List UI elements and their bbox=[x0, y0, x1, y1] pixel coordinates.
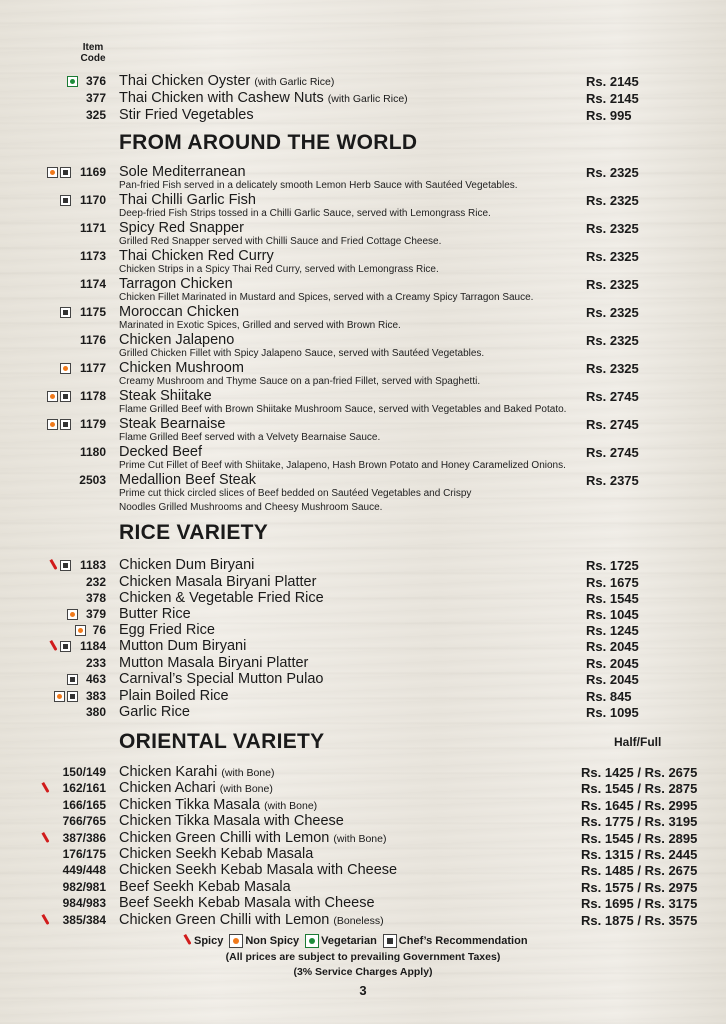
item-price: Rs. 1575 / Rs. 2975 bbox=[581, 880, 698, 895]
chef-recommendation-icon bbox=[60, 641, 71, 652]
item-code: 232 bbox=[85, 575, 106, 589]
item-name-text: Sole Mediterranean bbox=[119, 164, 246, 180]
item-note: (with Bone) bbox=[264, 800, 318, 812]
item-price: Rs. 2325 bbox=[586, 193, 639, 208]
item-price: Rs. 2325 bbox=[586, 277, 639, 292]
menu-item bbox=[0, 780, 726, 798]
item-name-text: Chicken Karahi bbox=[119, 764, 218, 780]
item-code: 766/765 bbox=[62, 814, 106, 828]
item-name bbox=[119, 590, 324, 607]
item-name-text: Tarragon Chicken bbox=[119, 276, 233, 292]
item-description: Grilled Chicken Fillet with Spicy Jalapeno Sauce, served with Sautéed Vegetables. bbox=[119, 348, 485, 359]
item-name-text: Chicken Achari bbox=[119, 780, 216, 796]
item-price: Rs. 1485 / Rs. 2675 bbox=[581, 863, 698, 878]
chef-recommendation-icon bbox=[67, 674, 78, 685]
item-code: 376 bbox=[85, 74, 106, 88]
item-name-text: Moroccan Chicken bbox=[119, 304, 240, 320]
item-name bbox=[119, 813, 344, 830]
item-price: Rs. 1775 / Rs. 3195 bbox=[581, 814, 698, 829]
item-name bbox=[119, 780, 273, 798]
section-title: ORIENTAL VARIETY bbox=[119, 730, 325, 753]
item-code: 1175 bbox=[79, 305, 106, 319]
item-code: 379 bbox=[85, 607, 106, 621]
item-icons bbox=[42, 915, 50, 926]
item-price: Rs. 2325 bbox=[586, 221, 639, 236]
item-description: Chicken Strips in a Spicy Thai Red Curry, served with Lemongrass Rice. bbox=[119, 264, 439, 275]
item-name bbox=[119, 895, 375, 912]
non-spicy-icon bbox=[75, 625, 86, 636]
item-code-header-line-1: Item bbox=[82, 42, 104, 53]
item-name-text: Thai Chicken Oyster bbox=[119, 73, 251, 89]
tax-note: (All prices are subject to prevailing Government Taxes) bbox=[225, 951, 501, 963]
item-name-text: Chicken Green Chilli with Lemon bbox=[119, 830, 330, 846]
item-note: (with Garlic Rice) bbox=[327, 93, 408, 105]
menu-item bbox=[0, 472, 726, 513]
item-icons bbox=[60, 195, 71, 206]
item-code: 383 bbox=[85, 689, 106, 703]
menu-item bbox=[0, 360, 726, 387]
item-price: Rs. 995 bbox=[586, 108, 632, 123]
item-name-text: Chicken Tikka Masala with Cheese bbox=[119, 813, 344, 829]
non-spicy-icon bbox=[67, 609, 78, 620]
item-code: 463 bbox=[85, 672, 106, 686]
item-description: Flame Grilled Beef served with a Velvety Bearnaise Sauce. bbox=[119, 432, 381, 443]
item-description: Grilled Red Snapper served with Chilli Sauce and Fried Cottage Cheese. bbox=[119, 236, 442, 247]
service-charge-note: (3% Service Charges Apply) bbox=[293, 966, 433, 978]
item-price: Rs. 2045 bbox=[586, 639, 639, 654]
item-name bbox=[119, 862, 397, 879]
item-code: 233 bbox=[85, 656, 106, 670]
item-price: Rs. 2745 bbox=[586, 417, 639, 432]
item-price: Rs. 1045 bbox=[586, 607, 639, 622]
item-description: Chicken Fillet Marinated in Mustard and Spices, served with a Creamy Spicy Tarragon Sauce. bbox=[119, 292, 534, 303]
menu-item bbox=[0, 220, 726, 247]
item-name-text: Carnival’s Special Mutton Pulao bbox=[119, 671, 324, 687]
item-icons bbox=[54, 691, 78, 702]
item-code: 166/165 bbox=[62, 798, 106, 812]
item-code: 1170 bbox=[79, 193, 106, 207]
item-price: Rs. 1875 / Rs. 3575 bbox=[581, 913, 698, 928]
item-name-text: Chicken Seekh Kebab Masala bbox=[119, 846, 314, 862]
item-name bbox=[119, 655, 308, 672]
menu-item bbox=[0, 164, 726, 191]
item-code: 377 bbox=[85, 91, 106, 105]
section-title: FROM AROUND THE WORLD bbox=[119, 131, 418, 154]
item-code: 76 bbox=[92, 623, 106, 637]
item-code: 385/384 bbox=[62, 913, 106, 927]
chef-recommendation-icon bbox=[67, 691, 78, 702]
item-name-text: Chicken Tikka Masala bbox=[119, 797, 261, 813]
item-code: 380 bbox=[85, 705, 106, 719]
item-name bbox=[119, 90, 408, 108]
chef-recommendation-icon bbox=[60, 391, 71, 402]
non-spicy-icon bbox=[60, 363, 71, 374]
menu-item bbox=[0, 813, 726, 831]
menu-item bbox=[0, 332, 726, 359]
vegetarian-icon bbox=[67, 76, 78, 87]
item-name-text: Mutton Masala Biryani Platter bbox=[119, 655, 309, 671]
chilli-icon bbox=[184, 934, 192, 947]
item-price: Rs. 1695 / Rs. 3175 bbox=[581, 896, 698, 911]
item-code: 1176 bbox=[79, 333, 106, 347]
non-spicy-icon bbox=[229, 934, 243, 948]
item-name bbox=[119, 638, 246, 655]
item-code: 176/175 bbox=[62, 847, 106, 861]
item-price: Rs. 2745 bbox=[586, 445, 639, 460]
menu-item bbox=[0, 444, 726, 471]
menu-item bbox=[0, 192, 726, 219]
item-name-text: Stir Fried Vegetables bbox=[119, 107, 254, 123]
item-name-text: Thai Chicken with Cashew Nuts bbox=[119, 90, 324, 106]
item-name-text: Beef Seekh Kebab Masala with Cheese bbox=[119, 895, 375, 911]
item-code: 1173 bbox=[79, 249, 106, 263]
item-price: Rs. 2045 bbox=[586, 672, 639, 687]
section-title: RICE VARIETY bbox=[119, 521, 269, 544]
item-name bbox=[119, 912, 384, 930]
item-price: Rs. 1675 bbox=[586, 575, 639, 590]
item-name bbox=[119, 704, 190, 721]
item-description: Creamy Mushroom and Thyme Sauce on a pan-fried Fillet, served with Spaghetti. bbox=[119, 376, 481, 387]
item-name bbox=[119, 557, 254, 574]
item-name-text: Thai Chilli Garlic Fish bbox=[119, 192, 256, 208]
legend-spicy-label: Spicy bbox=[194, 935, 224, 947]
item-description: Deep-fried Fish Strips tossed in a Chilli Garlic Sauce, served with Lemongrass Rice. bbox=[119, 208, 491, 219]
item-code: 150/149 bbox=[62, 765, 106, 779]
item-price: Rs. 2325 bbox=[586, 249, 639, 264]
item-name bbox=[119, 879, 291, 896]
item-description: Noodles Grilled Mushrooms and Cheesy Mushroom Sauce. bbox=[119, 502, 383, 513]
item-price: Rs. 1725 bbox=[586, 558, 639, 573]
item-code: 1174 bbox=[79, 277, 106, 291]
menu-item bbox=[0, 638, 726, 656]
item-name-text: Mutton Dum Biryani bbox=[119, 638, 247, 654]
legend bbox=[184, 934, 534, 948]
menu-item bbox=[0, 304, 726, 331]
item-code: 1171 bbox=[79, 221, 106, 235]
chilli-icon bbox=[42, 914, 50, 927]
item-description: Pan-fried Fish served in a delicately smooth Lemon Herb Sauce with Sautéed Vegetables. bbox=[119, 180, 518, 191]
item-price: Rs. 2145 bbox=[586, 91, 639, 106]
item-code: 982/981 bbox=[62, 880, 106, 894]
item-icons bbox=[67, 76, 78, 87]
menu-item bbox=[0, 107, 726, 125]
item-price: Rs. 2325 bbox=[586, 333, 639, 348]
price-column-header: Half/Full bbox=[614, 735, 662, 749]
item-name bbox=[119, 846, 313, 863]
item-icons bbox=[42, 783, 50, 794]
item-description: Flame Grilled Beef with Brown Shiitake Mushroom Sauce, served with Vegetables and Baked Potato. bbox=[119, 404, 567, 415]
item-code: 449/448 bbox=[62, 863, 106, 877]
item-price: Rs. 2325 bbox=[586, 165, 639, 180]
menu-item bbox=[0, 248, 726, 275]
item-price: Rs. 1545 / Rs. 2875 bbox=[581, 781, 698, 796]
menu-item bbox=[0, 862, 726, 880]
item-name-text: Thai Chicken Red Curry bbox=[119, 248, 274, 264]
item-name bbox=[119, 688, 229, 705]
menu-item bbox=[0, 276, 726, 303]
item-price: Rs. 1315 / Rs. 2445 bbox=[581, 847, 698, 862]
item-code: 378 bbox=[85, 591, 106, 605]
item-icons bbox=[67, 674, 78, 685]
legend-chef-label: Chef’s Recommendation bbox=[398, 935, 528, 947]
menu-item bbox=[0, 90, 726, 108]
item-price: Rs. 2325 bbox=[586, 305, 639, 320]
item-name-text: Beef Seekh Kebab Masala bbox=[119, 879, 291, 895]
item-price: Rs. 1545 / Rs. 2895 bbox=[581, 831, 698, 846]
item-name-text: Medallion Beef Steak bbox=[119, 472, 257, 488]
item-price: Rs. 1425 / Rs. 2675 bbox=[581, 765, 698, 780]
item-note: (with Bone) bbox=[221, 767, 275, 779]
item-code: 1183 bbox=[79, 558, 106, 572]
legend-vegetarian-label: Vegetarian bbox=[321, 935, 377, 947]
item-icons bbox=[50, 560, 71, 571]
item-name-text: Steak Shiitake bbox=[119, 388, 212, 404]
item-price: Rs. 1545 bbox=[586, 591, 639, 606]
item-icons bbox=[42, 833, 50, 844]
item-name-text: Spicy Red Snapper bbox=[119, 220, 244, 236]
item-code: 325 bbox=[85, 108, 106, 122]
non-spicy-icon bbox=[47, 419, 58, 430]
item-name-text: Butter Rice bbox=[119, 606, 191, 622]
item-name bbox=[119, 73, 334, 91]
item-icons bbox=[47, 167, 71, 178]
menu-item bbox=[0, 388, 726, 415]
non-spicy-icon bbox=[47, 167, 58, 178]
chilli-icon bbox=[42, 832, 50, 845]
item-note: (with Bone) bbox=[333, 833, 387, 845]
item-code-header bbox=[78, 42, 108, 64]
item-name-text: Decked Beef bbox=[119, 444, 203, 460]
item-name-text: Chicken Jalapeno bbox=[119, 332, 235, 348]
item-code: 1180 bbox=[79, 445, 106, 459]
chef-recommendation-icon bbox=[60, 167, 71, 178]
item-name-text: Steak Bearnaise bbox=[119, 416, 226, 432]
item-name bbox=[119, 107, 254, 124]
item-icons bbox=[60, 363, 71, 374]
item-icons bbox=[60, 307, 71, 318]
item-code: 1178 bbox=[79, 389, 106, 403]
item-price: Rs. 1245 bbox=[586, 623, 639, 638]
chef-recommendation-icon bbox=[60, 419, 71, 430]
chef-recommendation-icon bbox=[383, 934, 397, 948]
menu-item bbox=[0, 416, 726, 443]
item-price: Rs. 2325 bbox=[586, 361, 639, 376]
chef-recommendation-icon bbox=[60, 195, 71, 206]
vegetarian-icon bbox=[305, 934, 319, 948]
non-spicy-icon bbox=[54, 691, 65, 702]
item-price: Rs. 845 bbox=[586, 689, 632, 704]
item-name-text: Chicken Seekh Kebab Masala with Cheese bbox=[119, 862, 398, 878]
item-description: Prime cut thick circled slices of Beef bedded on Sautéed Vegetables and Crispy bbox=[119, 488, 472, 499]
item-icons bbox=[50, 641, 71, 652]
item-name-text: Chicken Green Chilli with Lemon bbox=[119, 912, 330, 928]
item-name-text: Garlic Rice bbox=[119, 704, 190, 720]
chef-recommendation-icon bbox=[60, 307, 71, 318]
item-code: 387/386 bbox=[62, 831, 106, 845]
menu-item bbox=[0, 671, 726, 689]
non-spicy-icon bbox=[47, 391, 58, 402]
item-price: Rs. 2045 bbox=[586, 656, 639, 671]
menu-item bbox=[0, 895, 726, 913]
item-description: Marinated in Exotic Spices, Grilled and served with Brown Rice. bbox=[119, 320, 401, 331]
chilli-icon bbox=[50, 559, 58, 572]
item-code: 1177 bbox=[79, 361, 106, 375]
item-name-text: Egg Fried Rice bbox=[119, 622, 215, 638]
item-code: 1169 bbox=[79, 165, 106, 179]
menu-item bbox=[0, 557, 726, 575]
item-code: 2503 bbox=[79, 473, 106, 487]
item-name-text: Chicken & Vegetable Fried Rice bbox=[119, 590, 324, 606]
item-note: (with Garlic Rice) bbox=[254, 76, 335, 88]
item-price: Rs. 2145 bbox=[586, 74, 639, 89]
item-name bbox=[119, 574, 316, 591]
item-code: 1184 bbox=[79, 639, 106, 653]
item-description: Prime Cut Fillet of Beef with Shiitake, Jalapeno, Hash Brown Potato and Honey Caramelized Onions. bbox=[119, 460, 566, 471]
item-icons bbox=[75, 625, 86, 636]
menu-item bbox=[0, 912, 726, 930]
legend-non-spicy-label: Non Spicy bbox=[245, 935, 300, 947]
menu-item bbox=[0, 704, 726, 722]
chilli-icon bbox=[42, 782, 50, 795]
item-name bbox=[119, 606, 191, 623]
item-price: Rs. 1095 bbox=[586, 705, 639, 720]
item-price: Rs. 1645 / Rs. 2995 bbox=[581, 798, 698, 813]
item-name bbox=[119, 671, 323, 688]
item-name-text: Plain Boiled Rice bbox=[119, 688, 229, 704]
item-code: 984/983 bbox=[62, 896, 106, 910]
chilli-icon bbox=[50, 640, 58, 653]
chef-recommendation-icon bbox=[60, 560, 71, 571]
item-name-text: Chicken Masala Biryani Platter bbox=[119, 574, 317, 590]
item-name-text: Chicken Mushroom bbox=[119, 360, 244, 376]
item-note: (with Bone) bbox=[219, 783, 273, 795]
item-code: 162/161 bbox=[62, 781, 106, 795]
page-number: 3 bbox=[359, 983, 367, 998]
item-icons bbox=[47, 419, 71, 430]
item-price: Rs. 2375 bbox=[586, 473, 639, 488]
item-code-header-line-2: Code bbox=[80, 53, 106, 64]
item-icons bbox=[47, 391, 71, 402]
item-name bbox=[119, 622, 215, 639]
menu-item bbox=[0, 73, 726, 91]
item-price: Rs. 2745 bbox=[586, 389, 639, 404]
item-icons bbox=[67, 609, 78, 620]
item-note: (Boneless) bbox=[333, 915, 384, 927]
item-code: 1179 bbox=[79, 417, 106, 431]
item-name-text: Chicken Dum Biryani bbox=[119, 557, 255, 573]
